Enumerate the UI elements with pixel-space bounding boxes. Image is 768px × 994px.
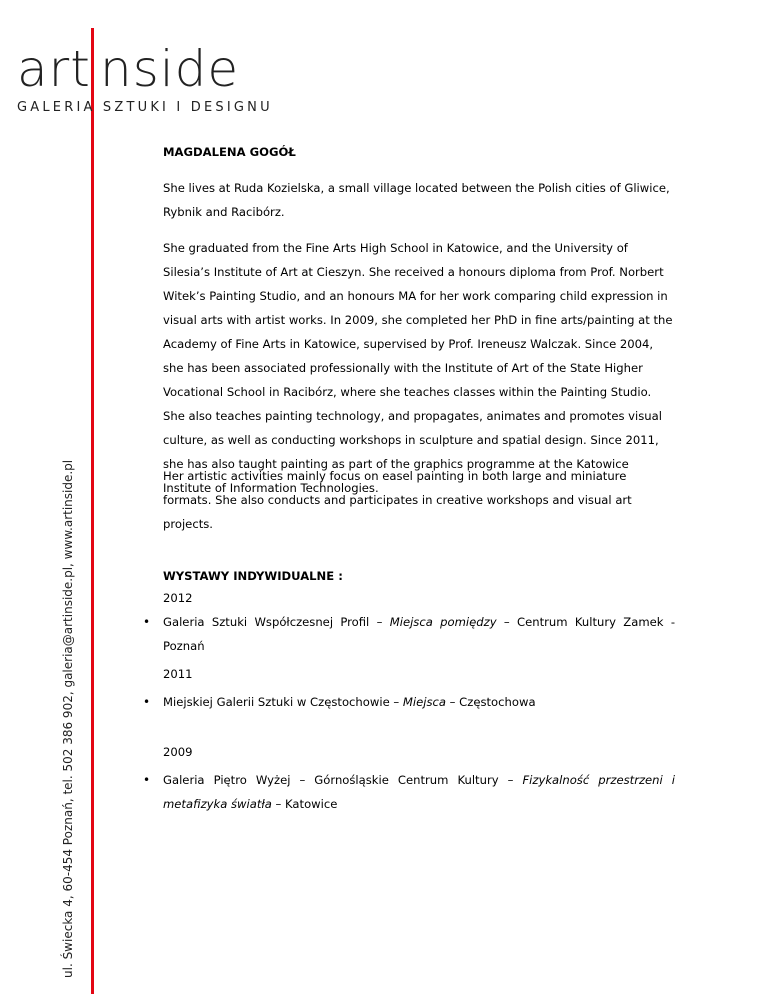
accent-divider-line — [91, 28, 94, 994]
exhibition-item — [163, 768, 675, 816]
separator: – — [389, 695, 403, 709]
exhibition-place: Katowice — [285, 797, 338, 811]
exhibition-item — [163, 610, 675, 658]
bullet-icon: • — [143, 695, 151, 709]
exhibition-year: 2009 — [163, 745, 193, 759]
exhibition-venue: Galeria Sztuki Współczesnej Profil — [163, 615, 370, 629]
bio-paragraph-2: She graduated from the Fine Arts High School in Katowice, and the University of Silesia’s Institute of Art at Cieszyn. She received a honours diploma from Prof. Norbert Witek’s Painting Studio, and an honours MA for her work comparing child expression in visual arts with artist works. In 2009, she completed her PhD in fine arts/painting at the Academy of Fine Arts in Katowice, supervised by Prof. Ireneusz Walczak. Since 2004, she has been associated professionally with the Institute of Art of the State Higher Vocational School in Racibórz, where she teaches classes within the Painting Studio. She also teaches painting technology, and propagates, animates and promotes visual culture, as well as conducting workshops in sculpture and spatial design. Since 2011, she has also taught painting as part of the graphics programme at the Katowice Institute of Information Technologies. — [163, 241, 673, 495]
artist-name-heading: MAGDALENA GOGÓŁ — [163, 145, 296, 159]
exhibition-title: Miejsca — [402, 695, 446, 709]
exhibition-venue: Miejskiej Galerii Sztuki w Częstochowie — [163, 695, 390, 709]
exhibition-year: 2011 — [163, 667, 193, 681]
exhibitions-heading: WYSTAWY INDYWIDUALNE : — [163, 569, 343, 583]
exhibition-title: Fizykalność przestrzeni i metafizyka światła — [163, 773, 676, 811]
separator: – — [271, 797, 286, 811]
bullet-icon: • — [143, 615, 151, 629]
exhibition-year: 2012 — [163, 591, 193, 605]
separator: – — [498, 773, 523, 787]
logo-inside-text: nside — [100, 40, 240, 98]
exhibition-place: Częstochowa — [459, 695, 536, 709]
separator: – — [369, 615, 390, 629]
separator: – — [445, 695, 460, 709]
exhibition-title: Miejsca pomiędzy — [389, 615, 497, 629]
bio-paragraph-1: She lives at Ruda Kozielska, a small village located between the Polish cities of Gliwice, Rybnik and Racibórz. — [163, 181, 670, 219]
exhibition-item — [163, 690, 675, 714]
bullet-icon: • — [143, 773, 151, 787]
exhibition-place: Centrum Kultury Zamek - Poznań — [163, 615, 675, 653]
exhibition-venue: Galeria Piętro Wyżej – Górnośląskie Centrum Kultury — [163, 773, 499, 787]
bio-paragraph-3: Her artistic activities mainly focus on easel painting in both large and miniature formats. She also conducts and participates in creative workshops and visual art projects. — [163, 469, 632, 531]
logo-tagline: GALERIA SZTUKI I DESIGNU — [17, 100, 273, 115]
vertical-contact-address: ul. Świecka 4, 60-454 Poznań, tel. 502 386 902, galeria@artinside.pl, www.artinside.pl — [61, 459, 75, 978]
logo-art-text: art — [17, 40, 91, 98]
separator: – — [496, 615, 518, 629]
